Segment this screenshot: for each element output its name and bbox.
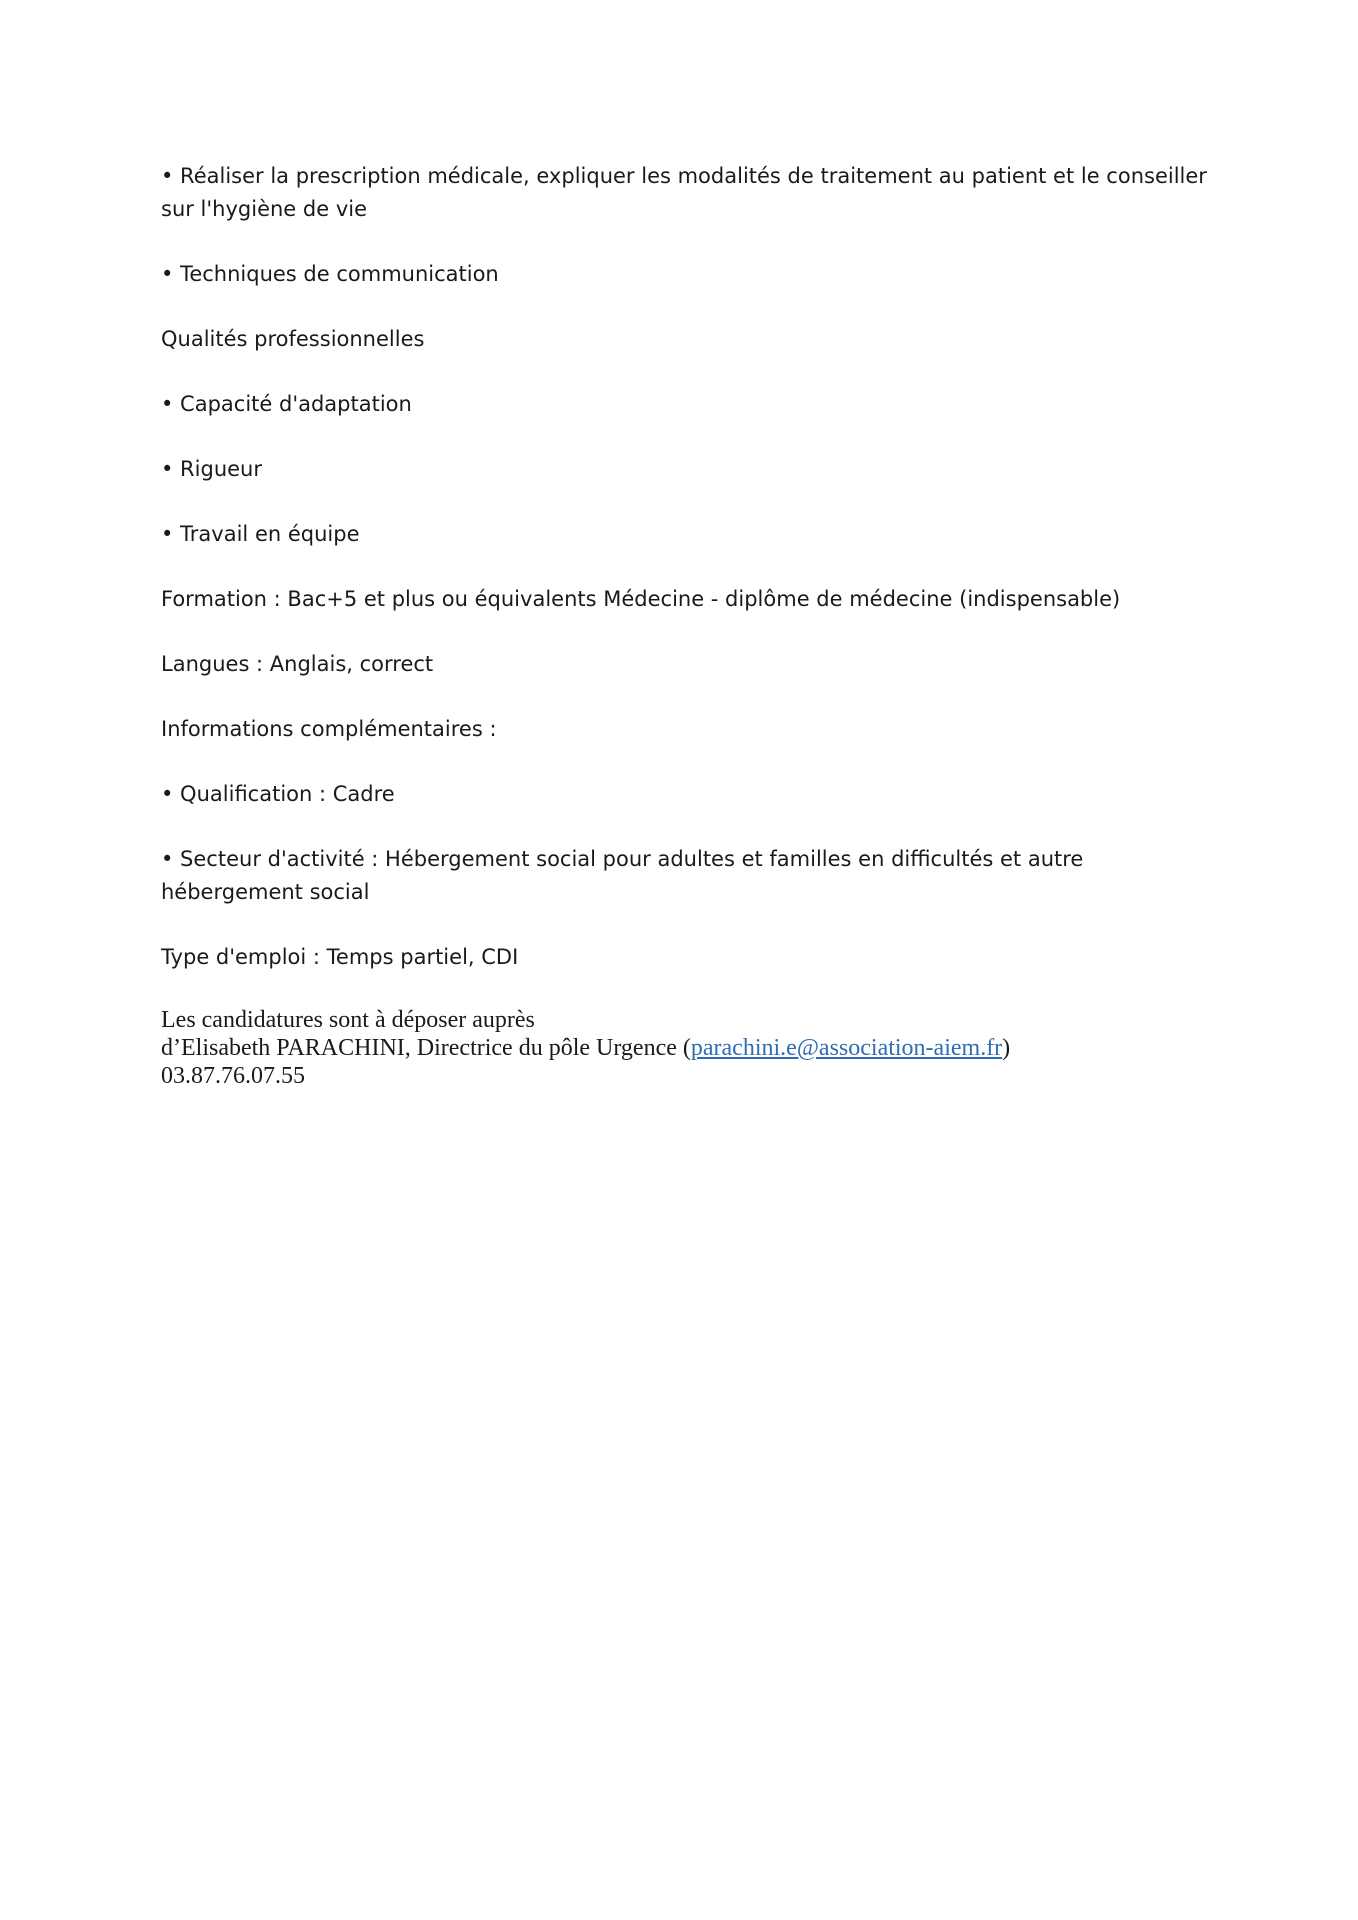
type-emploi-line: Type d'emploi : Temps partiel, CDI: [161, 945, 519, 969]
bullet-secteur: • Secteur d'activité : Hébergement social pour adultes et familles en difficultés et autre hébergement social: [161, 847, 1084, 904]
email-link[interactable]: parachini.e@association-aiem.fr: [690, 1035, 1003, 1061]
langues-line: Langues : Anglais, correct: [161, 652, 434, 676]
contact-person: d’Elisabeth PARACHINI, Directrice du pôle Urgence (: [161, 1035, 691, 1061]
bullet-adaptation: • Capacité d'adaptation: [161, 392, 412, 416]
bullet-rigueur: • Rigueur: [161, 457, 262, 481]
contact-intro: Les candidatures sont à déposer auprès: [161, 1007, 535, 1033]
bullet-communication: • Techniques de communication: [161, 262, 499, 286]
formation-line: Formation : Bac+5 et plus ou équivalents Médecine - diplôme de médecine (indispensable): [161, 587, 1121, 611]
contact-phone: 03.87.76.07.55: [161, 1063, 305, 1089]
contact-person-line: [161, 1034, 1211, 1062]
contact-block: [161, 1006, 1211, 1090]
document-body: [161, 160, 1211, 1090]
heading-qualites: Qualités professionnelles: [161, 327, 425, 351]
informations-heading: Informations complémentaires :: [161, 717, 497, 741]
bullet-qualification: • Qualification : Cadre: [161, 782, 395, 806]
bullet-prescription: • Réaliser la prescription médicale, expliquer les modalités de traitement au patient et le conseiller sur l'hygiène de vie: [161, 164, 1207, 221]
contact-close-paren: ): [1002, 1035, 1011, 1061]
bullet-travail-equipe: • Travail en équipe: [161, 522, 360, 546]
